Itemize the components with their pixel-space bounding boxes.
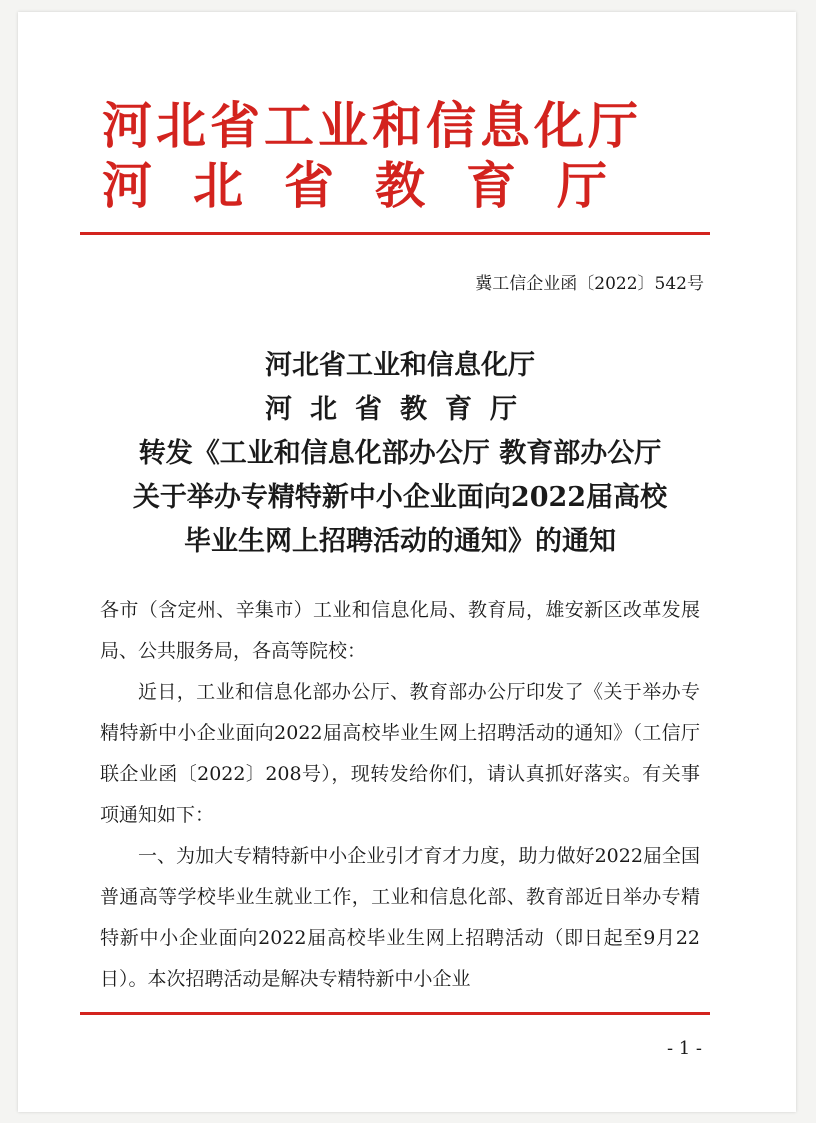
document-body — [100, 590, 700, 1000]
paragraph-2: 一、为加大专精特新中小企业引才育才力度，助力做好2022届全国普通高等学校毕业生就业工作，工业和信息化部、教育部近日举办专精特新中小企业面向2022届高校毕业生网上招聘活动（即日起至9月22日）。本次招聘活动是解决专精特新中小企业 — [100, 845, 700, 990]
issuer-header-line-2: 河北省教育厅 — [102, 156, 648, 215]
document-title — [80, 344, 720, 564]
title-line-5: 毕业生网上招聘活动的通知》的通知 — [184, 526, 616, 557]
issuer-header-line-1: 河北省工业和信息化厅 — [102, 96, 642, 155]
red-rule-top — [80, 232, 710, 235]
document-number: 冀工信企业函〔2022〕542号 — [475, 274, 704, 294]
title-line-1: 河北省工业和信息化厅 — [265, 350, 535, 381]
red-rule-bottom — [80, 1012, 710, 1015]
salutation: 各市（含定州、辛集市）工业和信息化局、教育局，雄安新区改革发展局、公共服务局，各高等院校： — [100, 599, 700, 662]
paragraph-1: 近日，工业和信息化部办公厅、教育部办公厅印发了《关于举办专精特新中小企业面向2022届高校毕业生网上招聘活动的通知》（工信厅联企业函〔2022〕208号），现转发给你们，请认真抓好落实。有关事项通知如下： — [100, 681, 700, 826]
page-number: - 1 - — [666, 1038, 702, 1059]
title-line-2: 河北省教育厅 — [265, 394, 535, 425]
title-line-3: 转发《工业和信息化部办公厅 教育部办公厅 — [138, 438, 662, 469]
title-line-4: 关于举办专精特新中小企业面向2022届高校 — [132, 482, 668, 513]
